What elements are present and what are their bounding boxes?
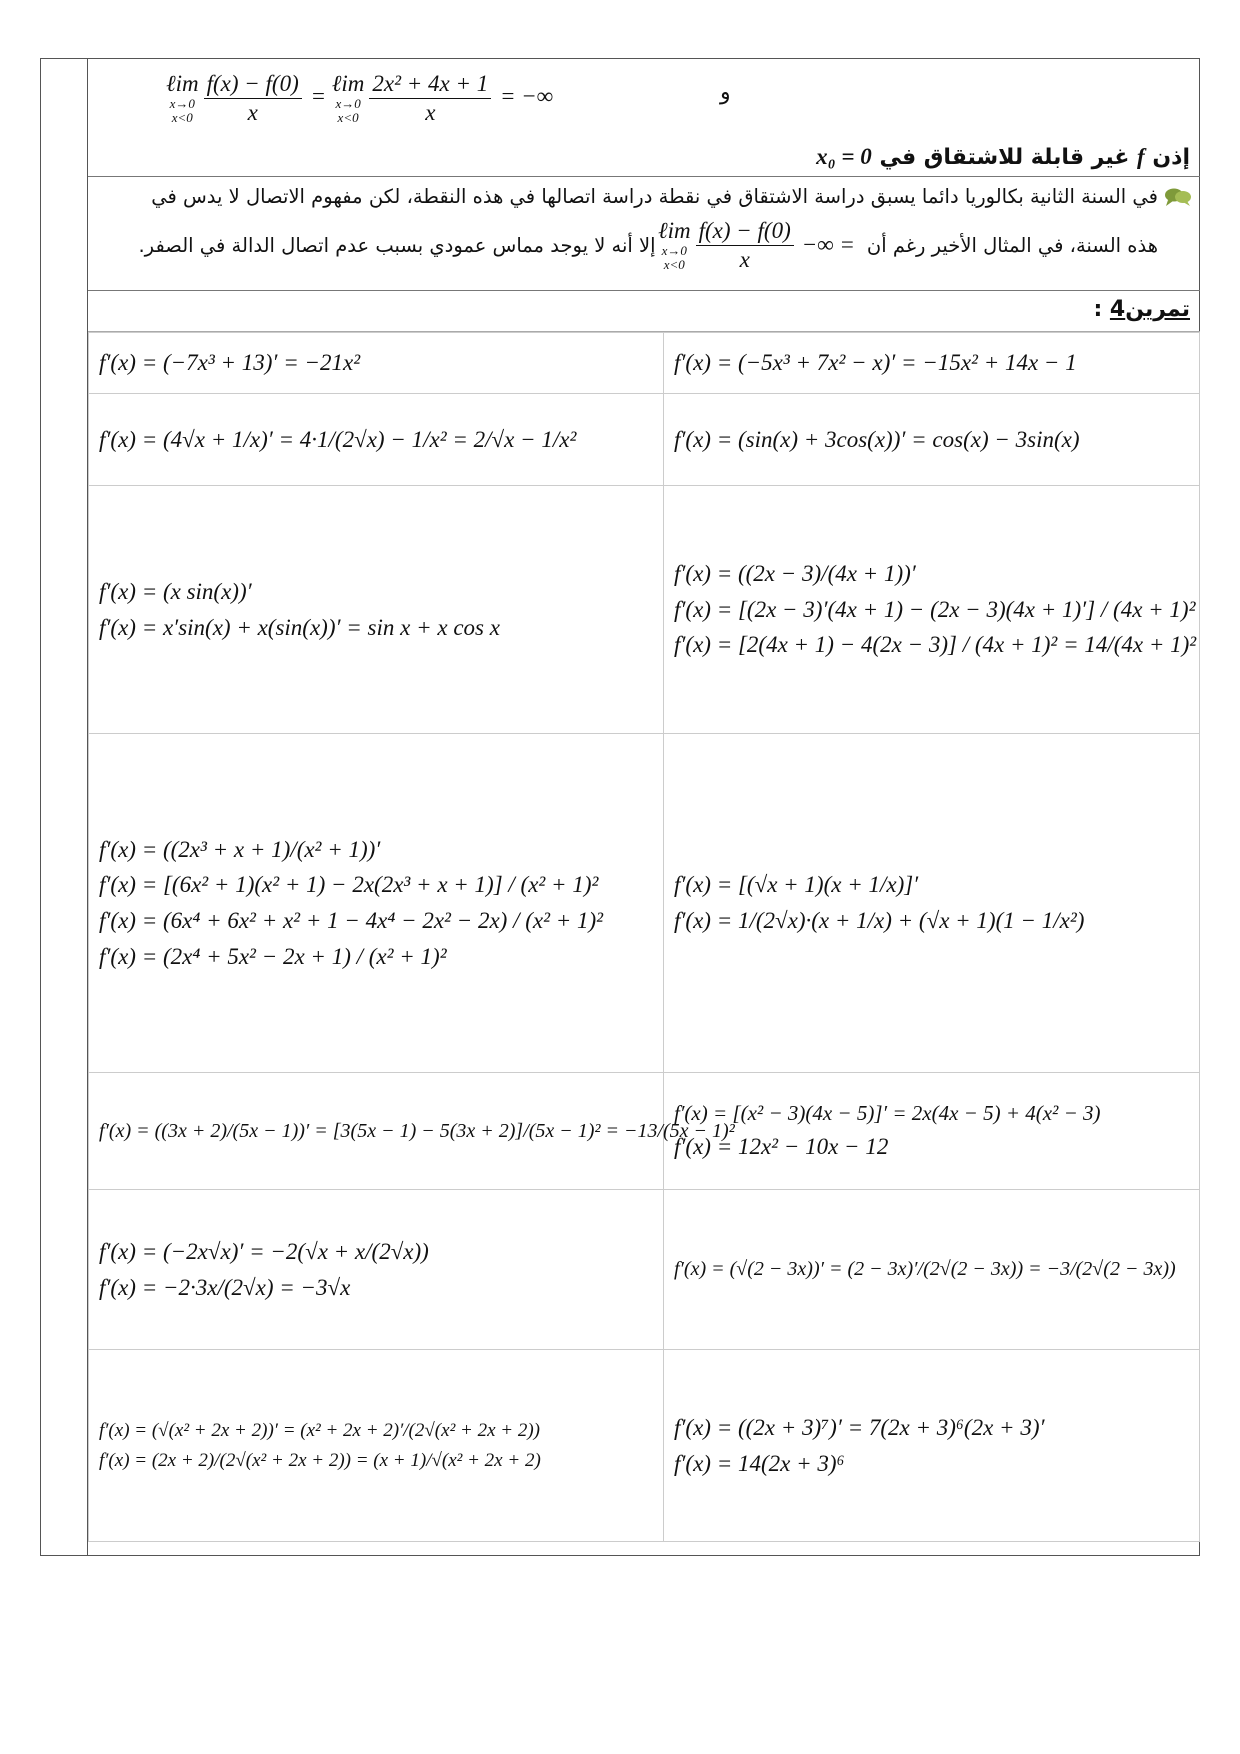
cell-right: f′(x) = (sin(x) + 3cos(x))′ = cos(x) − 3sin(x) — [664, 394, 1200, 486]
margin-column — [40, 58, 88, 1556]
exercise-word: تمرين — [1125, 297, 1190, 322]
content-area — [88, 58, 1200, 1542]
table-row — [89, 486, 1200, 734]
conclusion-line: إذن f غير قابلة للاشتقاق في x₀ = 0 — [816, 144, 1190, 170]
cell-left: f′(x) = (√(x² + 2x + 2))′ = (x² + 2x + 2)′/(2√(x² + 2x + 2)) f′(x) = (2x + 2)/(2√(x² + 2x + 2)) = (x + 1)/√(x² + 2x + 2) — [89, 1350, 664, 1542]
conjunction-waw: و — [720, 80, 731, 105]
cell-right: f′(x) = (−5x³ + 7x² − x)′ = −15x² + 14x − 1 — [664, 333, 1200, 394]
cell-right: f′(x) = ((2x − 3)/(4x + 1))′ f′(x) = [(2x − 3)′(4x + 1) − (2x − 3)(4x + 1)′] / (4x + 1)² f′(x) = [2(4x + 1) − 4(2x − 3)] / (4x + 1)² = 14/(4x + 1)² — [664, 486, 1200, 734]
table-row — [89, 1350, 1200, 1542]
lim-operator: ℓim x→0 x<0 — [331, 70, 365, 126]
speech-bubbles-icon — [1164, 187, 1192, 207]
cell-right: f′(x) = ((2x + 3)⁷)′ = 7(2x + 3)⁶(2x + 3)′ f′(x) = 14(2x + 3)⁶ — [664, 1350, 1200, 1542]
remark-box — [88, 177, 1200, 291]
cell-right: f′(x) = [(√x + 1)(x + 1/x)]′ f′(x) = 1/(2√x)·(x + 1/x) + (√x + 1)(1 − 1/x²) — [664, 734, 1200, 1073]
remark-line-2: هذه السنة، في المثال الأخير رغم أن −∞ = إلا أنه لا يوجد مماس عمودي بسبب عدم اتصال الدالة في الصفر. — [138, 232, 1158, 257]
cell-left: f′(x) = ((2x³ + x + 1)/(x² + 1))′ f′(x) = [(6x² + 1)(x² + 1) − 2x(2x³ + x + 1)] / (x² + 1)² f′(x) = (6x⁴ + 6x² + x² + 1 − 4x⁴ − 2x² − 2x) / (x² + 1)² f′(x) = (2x⁴ + 5x² − 2x + 1) / (x² + 1)² — [89, 734, 664, 1073]
table-row — [89, 333, 1200, 394]
cell-left: f′(x) = ((3x + 2)/(5x − 1))′ = [3(5x − 1) − 5(3x + 2)]/(5x − 1)² = −13/(5x − 1)² — [89, 1073, 664, 1190]
cell-left: f′(x) = (−2x√x)′ = −2(√x + x/(2√x)) f′(x) = −2·3x/(2√x) = −3√x — [89, 1190, 664, 1350]
exercise-heading: تمرين4 : — [88, 291, 1200, 332]
remark-line-1: في السنة الثانية بكالوريا دائما يسبق دراسة الاشتقاق في نقطة دراسة اتصالها في هذه النقطة، لكن مفهوم الاتصال لا يدس في — [151, 185, 1158, 208]
table-row — [89, 1073, 1200, 1190]
cell-left: f′(x) = (x sin(x))′ f′(x) = x′sin(x) + x(sin(x))′ = sin x + x cos x — [89, 486, 664, 734]
table-row — [89, 734, 1200, 1073]
derivatives-table — [88, 332, 1200, 1542]
cell-right: f′(x) = (√(2 − 3x))′ = (2 − 3x)′/(2√(2 − 3x)) = −3/(2√(2 − 3x)) — [664, 1190, 1200, 1350]
left-limit-formula: ℓim x→0 x<0 $\frac{f(x) - f(0)}{x}$ = ℓim x→0 x<0 $\frac{\text{2x² + 4x + 1}}{x}$ = −∞ — [166, 70, 554, 126]
limit-section — [88, 58, 1200, 177]
cell-left: f′(x) = (−7x³ + 13)′ = −21x² — [89, 333, 664, 394]
table-row — [89, 394, 1200, 486]
table-row — [89, 1190, 1200, 1350]
remark-limit-formula: ℓim x→0 x<0 $\frac{f(x) - f(0)}{x}$ — [658, 217, 797, 273]
lim-operator: ℓim x→0 x<0 — [166, 70, 199, 126]
cell-right: f′(x) = [(x² − 3)(4x − 5)]′ = 2x(4x − 5) + 4(x² − 3) f′(x) = 12x² − 10x − 12 — [664, 1073, 1200, 1190]
cell-left: f′(x) = (4√x + 1/x)′ = 4·1/(2√x) − 1/x² = 2/√x − 1/x² — [89, 394, 664, 486]
exercise-number: 4 — [1109, 297, 1126, 322]
